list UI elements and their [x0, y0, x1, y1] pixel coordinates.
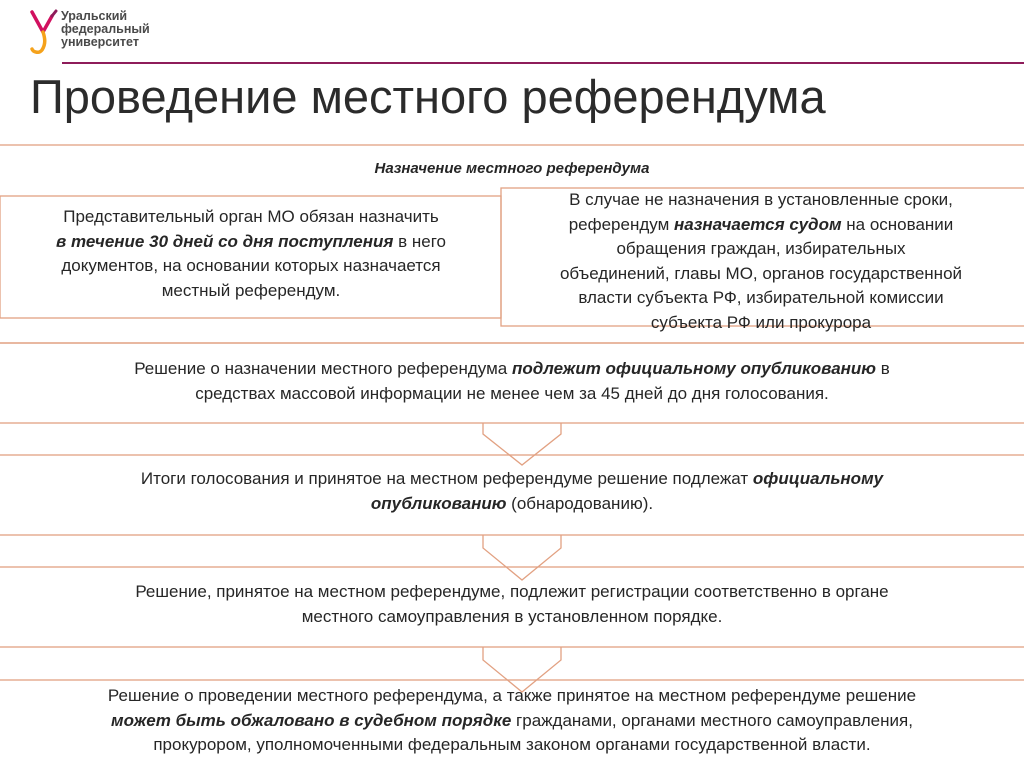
right-block-line5: власти субъекта РФ, избирательной комиссии [578, 288, 944, 307]
section-heading: Назначение местного референдума [374, 160, 650, 177]
left-block-line2 [0, 230, 502, 255]
left-block-line1: Представительный орган МО обязан назначить [63, 207, 439, 226]
step-results-line1 [0, 467, 1024, 492]
step-results-emphasis1: официальному [752, 469, 884, 488]
university-name-line3: университет [61, 35, 139, 49]
step-appeal-emphasis: может быть обжаловано в судебном порядке [111, 710, 512, 730]
step-appeal-line3: прокурором, уполномоченными федеральным законом органами государственной власти. [153, 735, 871, 754]
step-appeal [0, 684, 1024, 758]
university-name-line2: федеральный [61, 22, 150, 36]
right-block-line2-head: референдум [568, 214, 674, 234]
step-registration [0, 580, 1024, 629]
left-block-emphasis: в течение 30 дней со дня поступления [56, 231, 394, 251]
right-block-emphasis: назначается судом [674, 214, 842, 234]
right-block-line2-tail: на основании [841, 214, 954, 234]
step-publication-line2: средствах массовой информации не менее чем за 45 дней до дня голосования. [195, 383, 829, 403]
step-results-head: Итоги голосования и принятое на местном референдуме решение подлежат [140, 469, 753, 488]
step-publication-tail: в [876, 359, 890, 378]
step-results-line2 [0, 492, 1024, 517]
step-registration-line2: местного самоуправления в установленном порядке. [301, 606, 723, 626]
step-appeal-line1: Решение о проведении местного референдума, а также принятое на местном референдуме решение [107, 686, 917, 705]
left-block-line4: местный референдум. [161, 280, 341, 300]
right-block-line1: В случае не назначения в установленные сроки, [569, 190, 953, 209]
right-block [505, 188, 1017, 335]
university-name-line1: Уральский [61, 9, 128, 23]
left-block-line3: документов, на основании которых назначается [61, 256, 441, 275]
right-block-line2 [505, 213, 1017, 238]
step-results [0, 467, 1024, 516]
step-registration-line1: Решение, принятое на местном референдуме, подлежит регистрации соответственно в органе [135, 582, 889, 601]
step-results-emphasis2: опубликованию [370, 493, 507, 513]
step-publication [0, 357, 1024, 406]
right-block-line6: субъекта РФ или прокурора [650, 312, 872, 332]
right-block-line3: обращения граждан, избирательных [616, 239, 906, 258]
step-publication-line1 [0, 357, 1024, 382]
step-results-tail: (обнародованию). [506, 493, 654, 513]
page-title: Проведение местного референдума [30, 70, 826, 123]
left-block [0, 205, 502, 303]
step-publication-emphasis: подлежит официальному опубликованию [511, 359, 877, 378]
step-publication-head: Решение о назначении местного референдума [134, 359, 512, 378]
step-appeal-line2-tail: гражданами, органами местного самоуправления, [511, 710, 913, 730]
right-block-line4: объединений, главы МО, органов государственной [559, 263, 963, 283]
step-appeal-line2 [0, 709, 1024, 734]
left-block-line2-tail: в него [393, 231, 446, 251]
